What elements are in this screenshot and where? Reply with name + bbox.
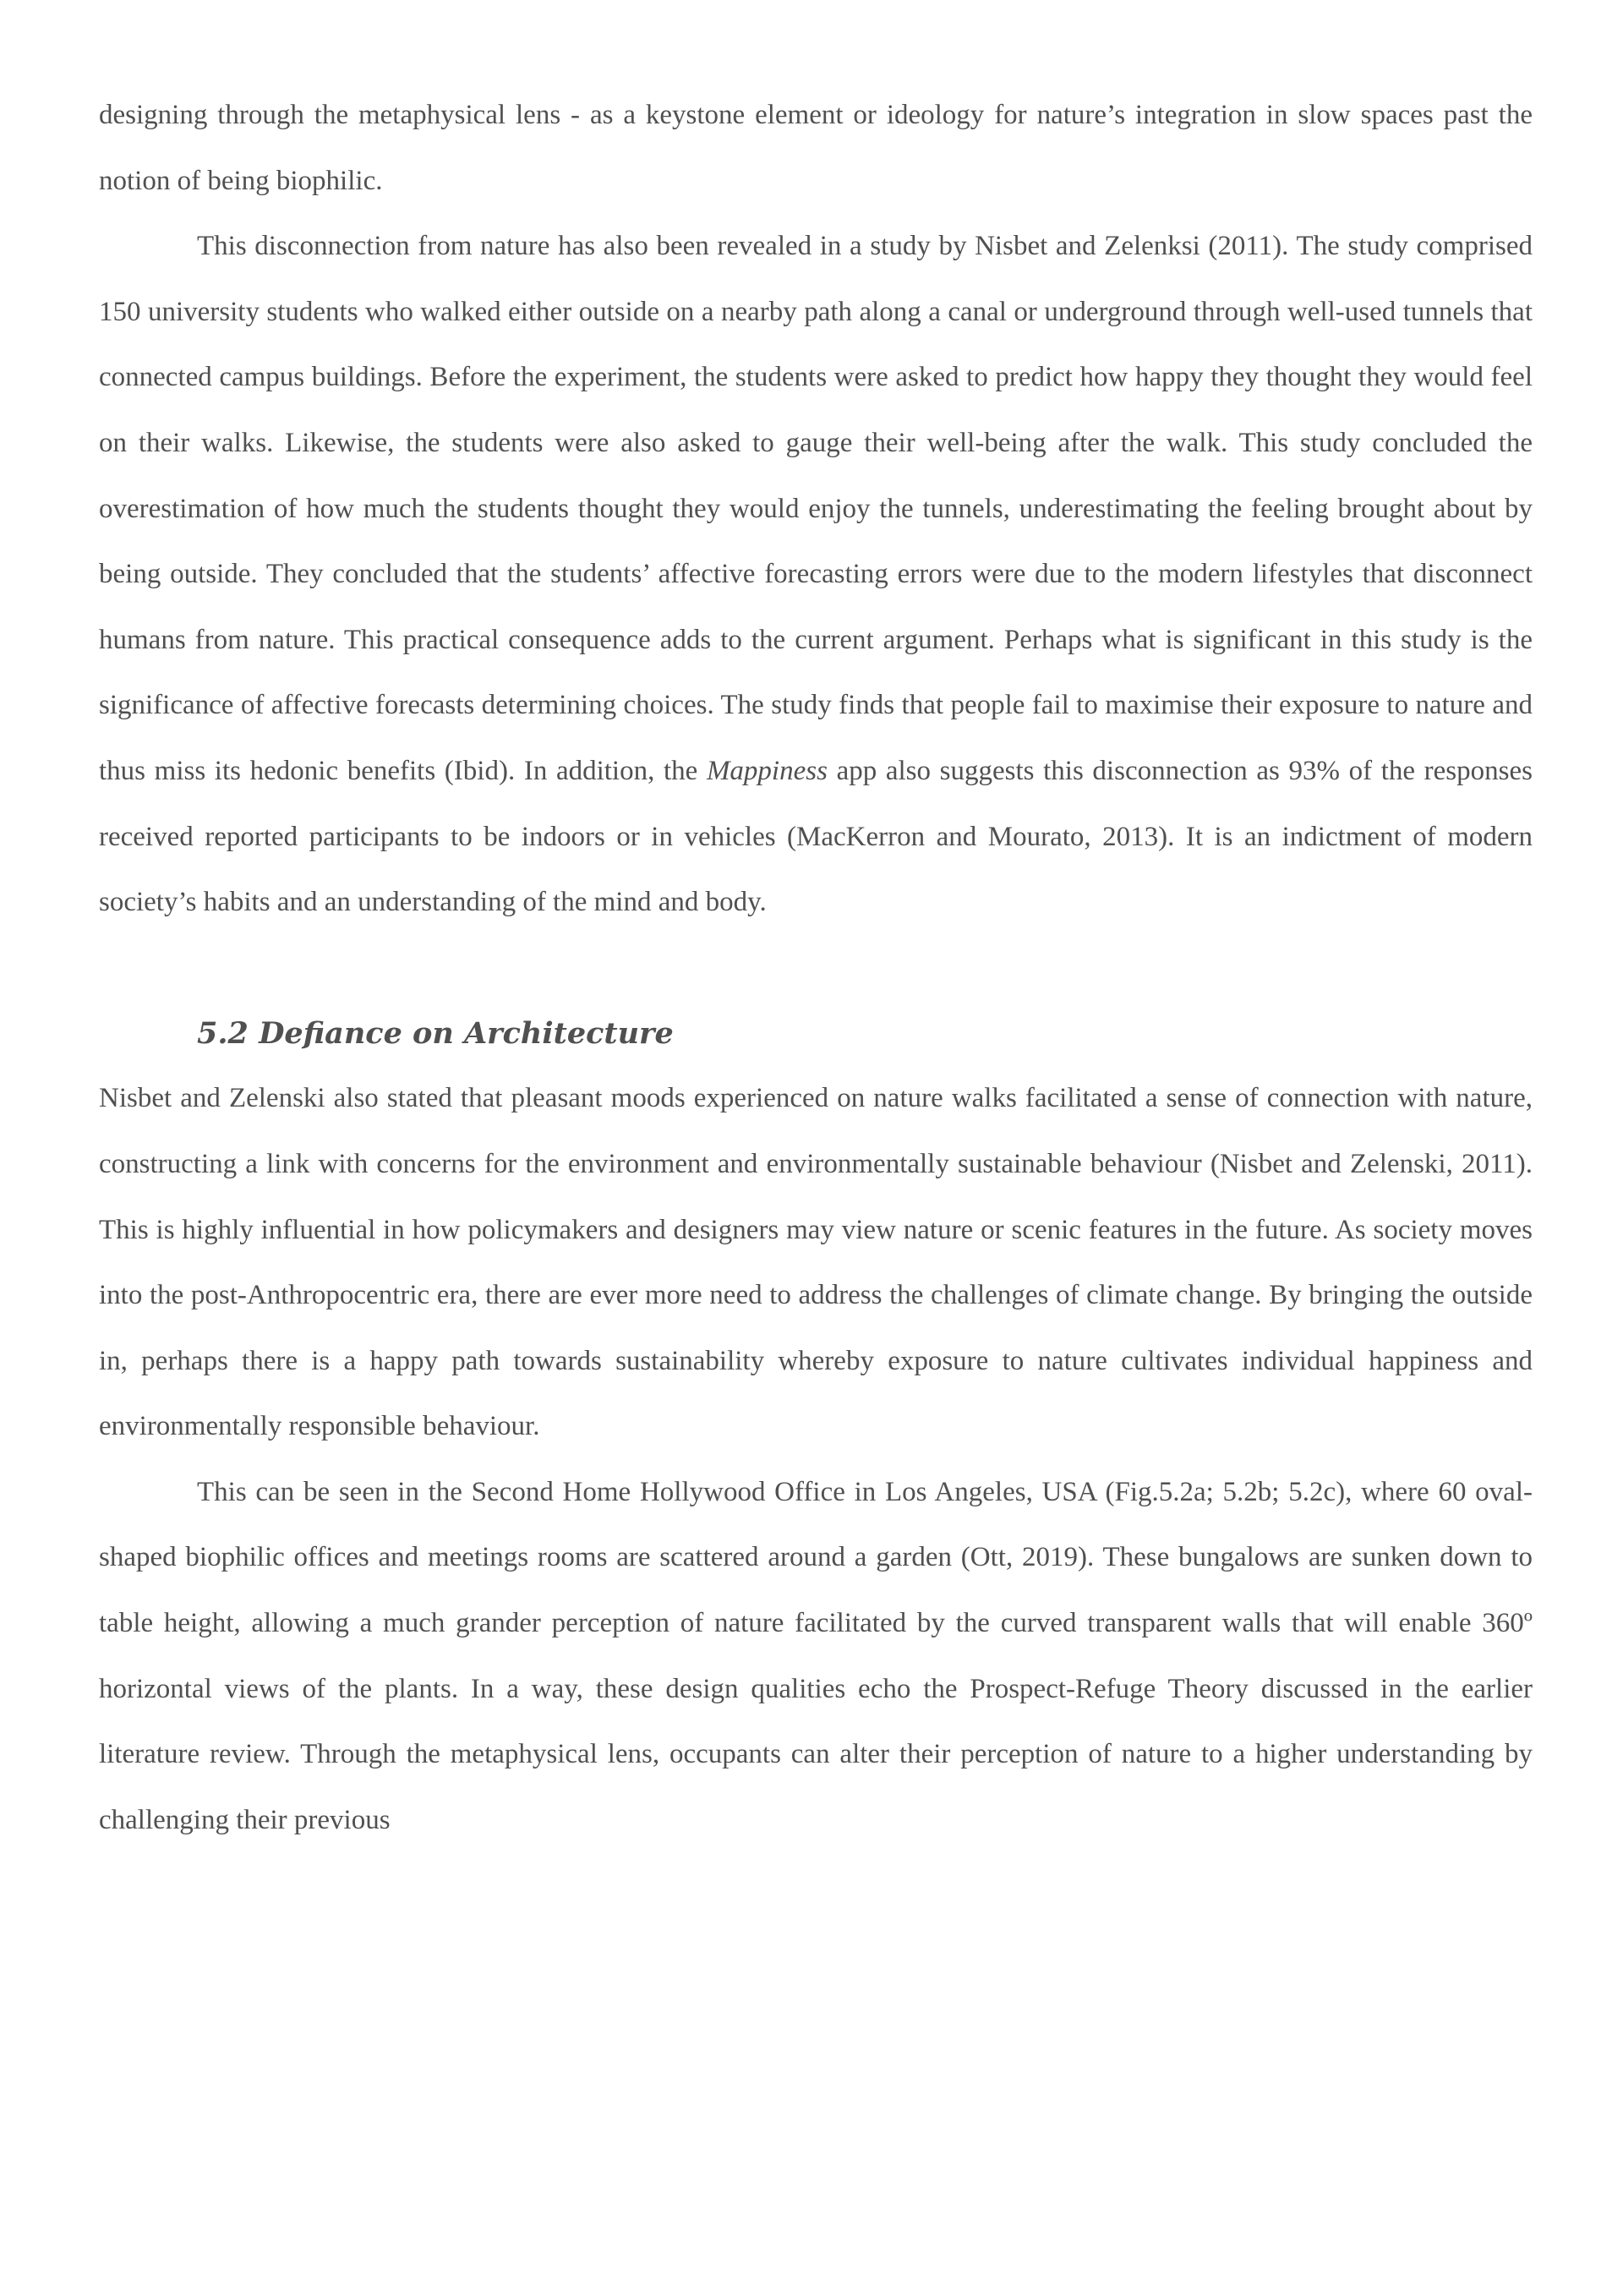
section-spacer xyxy=(99,936,1533,1001)
paragraph-nature-walks: Nisbet and Zelenski also stated that pleasant moods experienced on nature walks facilitated a sense of connection with nature, constructing a link with concerns for the environment and environmentally sustainable behaviour (Nisbet and Zelenski, 2011). This is highly influential in how policymakers and designers may view nature or scenic features in the future. As society moves into the post-Anthropocentric era, there are ever more need to address the challenges of climate change. By bringing the outside in, perhaps there is a happy path towards sustainability whereby exposure to nature cultivates individual happiness and environmentally responsible behaviour. xyxy=(99,1083,1533,1442)
section-heading: 5.2 Defiance on Architecture xyxy=(197,1015,674,1051)
paragraph-second-home: This can be seen in the Second Home Hollywood Office in Los Angeles, USA (Fig.5.2a; 5.2b; 5.2c), where 60 oval-shaped biophilic offices and meetings rooms are scattered around a garden (Ott, 2019). These bungalows are sunken down to table height, allowing a much grander perception of nature facilitated by the curved transparent walls that will enable 360º horizontal views of the plants. In a way, these design qualities echo the Prospect-Refuge Theory discussed in the earlier literature review. Through the metaphysical lens, occupants can alter their perception of nature to a higher understanding by challenging their previous xyxy=(99,1476,1533,1835)
paragraph-disconnection-study xyxy=(99,214,1533,936)
paragraph-continuation: designing through the metaphysical lens - as a keystone element or ideology for nature’s integration in slow spaces past the notion of being biophilic. xyxy=(99,100,1533,196)
italic-app-name: Mappiness xyxy=(706,755,828,786)
paragraph-text: This disconnection from nature has also been revealed in a study by Nisbet and Zelenksi (2011). The study comprised 150 university students who walked either outside on a nearby path along a canal or underground through well-used tunnels that connected campus buildings. Before the experiment, the students were asked to predict how happy they thought they would feel on their walks. Likewise, the students were also asked to gauge their well-being after the walk. This study concluded the overestimation of how much the students thought they would enjoy the tunnels, underestimating the feeling brought about by being outside. They concluded that the students’ affective forecasting errors were due to the modern lifestyles that disconnect humans from nature. This practical consequence adds to the current argument. Perhaps what is significant in this study is the significance of affective forecasts determining choices. The study finds that people fail to maximise their exposure to nature and thus miss its hedonic benefits (Ibid). In addition, the xyxy=(99,231,1533,786)
paragraph-text-end: app also suggests this disconnection as 93% of the responses received reported participants to be indoors or in vehicles (MacKerron and Mourato, 2013). It is an indictment of modern society’s habits and an understanding of the mind and body. xyxy=(99,755,1533,918)
document-page xyxy=(99,83,1533,1853)
